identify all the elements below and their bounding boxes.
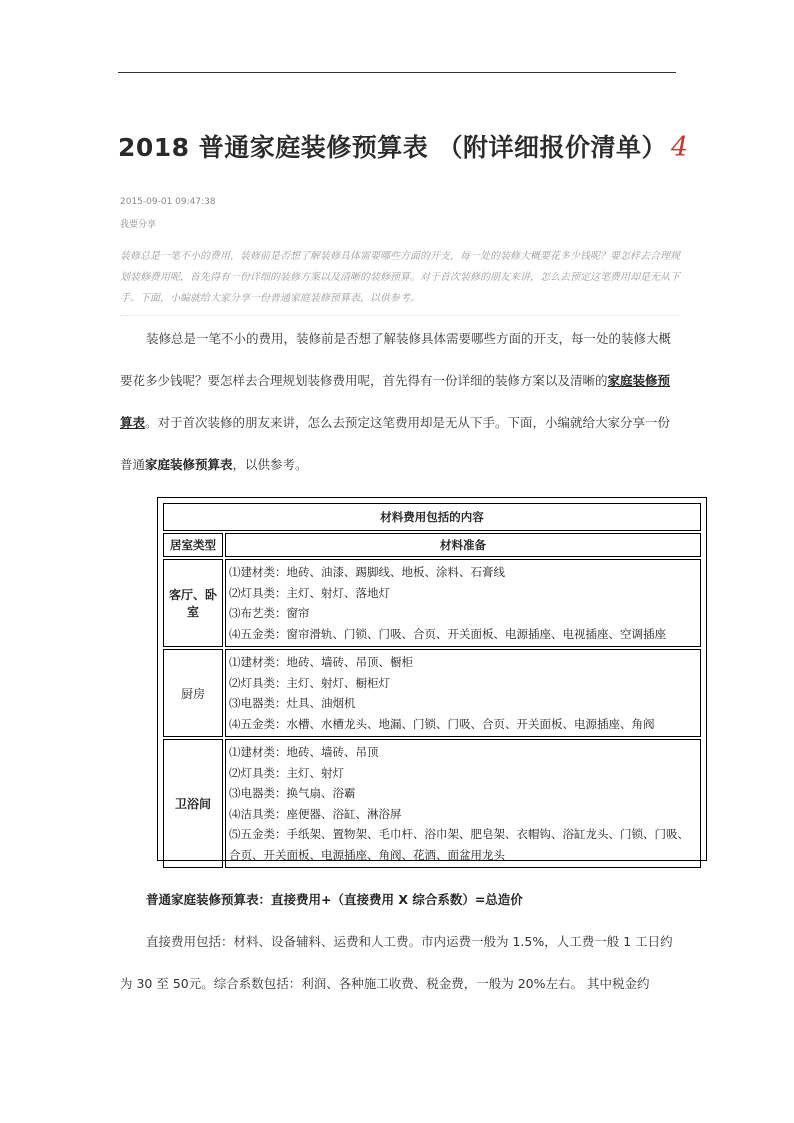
intro-text-2: 。对于首次装修的朋友来讲，怎么去预定这笔费用却是无从下手。下面，小编就给大家分享一份普通 [120,415,671,472]
article-summary: 装修总是一笔不小的费用，装修前是否想了解装修具体需要哪些方面的开支，每一处的装修大概要花多少钱呢？要怎样去合理规划装修费用呢，首先得有一份详细的装修方案以及清晰的装修预算。对于首次装修的朋友来讲，怎么去预定这笔费用却是无从下手。下面，小编就给大家分享一份普通家庭装修预算表，以供参考。 [120,246,680,316]
page-number: 4 [671,132,689,163]
cost-text: 直接费用包括：材料、设备辅料、运费和人工费。市内运费一般为 1.5%，人工费一般 1 工日约为 30 至 50元。综合系数包括：利润、各种施工收费、税金费，一般为 20%左右。 其中税金约 [120,934,673,991]
materials-cell [225,739,701,868]
table-row [163,649,701,737]
cost-paragraph [120,921,680,1005]
material-item: ⑴建材类：地砖、油漆、踢脚线、地板、涂料、石膏线 [229,565,505,579]
material-item: ⑵灯具类：主灯、射灯、落地灯 [229,585,390,600]
material-item: 合页、开关面板、电源插座、角阀、花洒、面盆用龙头 [229,847,505,862]
material-item: ⑵灯具类：主灯、射灯 [229,765,344,780]
top-rule [118,72,676,73]
material-item: ⑴建材类：地砖、墙砖、吊顶、橱柜 [229,655,413,669]
room-kitchen: 厨房 [163,649,223,737]
table-row [163,559,701,647]
materials-cell [225,649,701,737]
keyword-link-1[interactable]: 家庭装修预算表 [120,373,671,430]
material-item: ⑷五金类：水槽、水槽龙头、地漏、门锁、门吸、合页、开关面板、电源插座、角阀 [229,716,655,731]
table-row [163,739,701,868]
material-item: ⑵灯具类：主灯、射灯、橱柜灯 [229,675,390,690]
intro-text-3: ，以供参考。 [232,457,308,472]
material-item: ⑶电器类：换气扇、浴霸 [229,786,356,800]
col-header-room: 居室类型 [163,533,223,557]
intro-paragraph [120,318,680,486]
budget-formula: 普通家庭装修预算表：直接费用+（直接费用 X 综合系数）=总造价 [146,892,523,907]
table-caption: 材料费用包括的内容 [163,503,701,531]
article-title [118,128,718,164]
materials-table [157,497,707,861]
title-text: 2018 普通家庭装修预算表 （附详细报价清单） [118,133,667,162]
material-item: ⑶布艺类：窗帘 [229,606,310,620]
room-bathroom: 卫浴间 [163,739,223,868]
material-item: ⑸五金类：手纸架、置物架、毛巾杆、浴巾架、肥皂架、衣帽钩、浴缸龙头、门锁、门吸、 [229,827,689,841]
keyword-2: 家庭装修预算表 [145,457,233,472]
intro-text-1: 装修总是一笔不小的费用，装修前是否想了解装修具体需要哪些方面的开支，每一处的装修大概要花多少钱呢？要怎样去合理规划装修费用呢，首先得有一份详细的装修方案以及清晰的 [120,331,672,388]
publish-date: 2015-09-01 09:47:38 [120,197,216,207]
material-item: ⑷五金类：窗帘滑轨、门锁、门吸、合页、开关面板、电源插座、电视插座、空调插座 [229,626,666,641]
col-header-material: 材料准备 [225,533,701,557]
materials-cell [225,559,701,647]
material-item: ⑴建材类：地砖、墙砖、吊顶 [229,745,379,759]
share-link[interactable]: 我要分享 [120,220,157,230]
material-item: ⑶电器类：灶具、油烟机 [229,696,356,710]
material-item: ⑷洁具类：座便器、浴缸、淋浴屏 [229,806,402,821]
room-living-bedroom: 客厅、卧室 [163,559,223,647]
